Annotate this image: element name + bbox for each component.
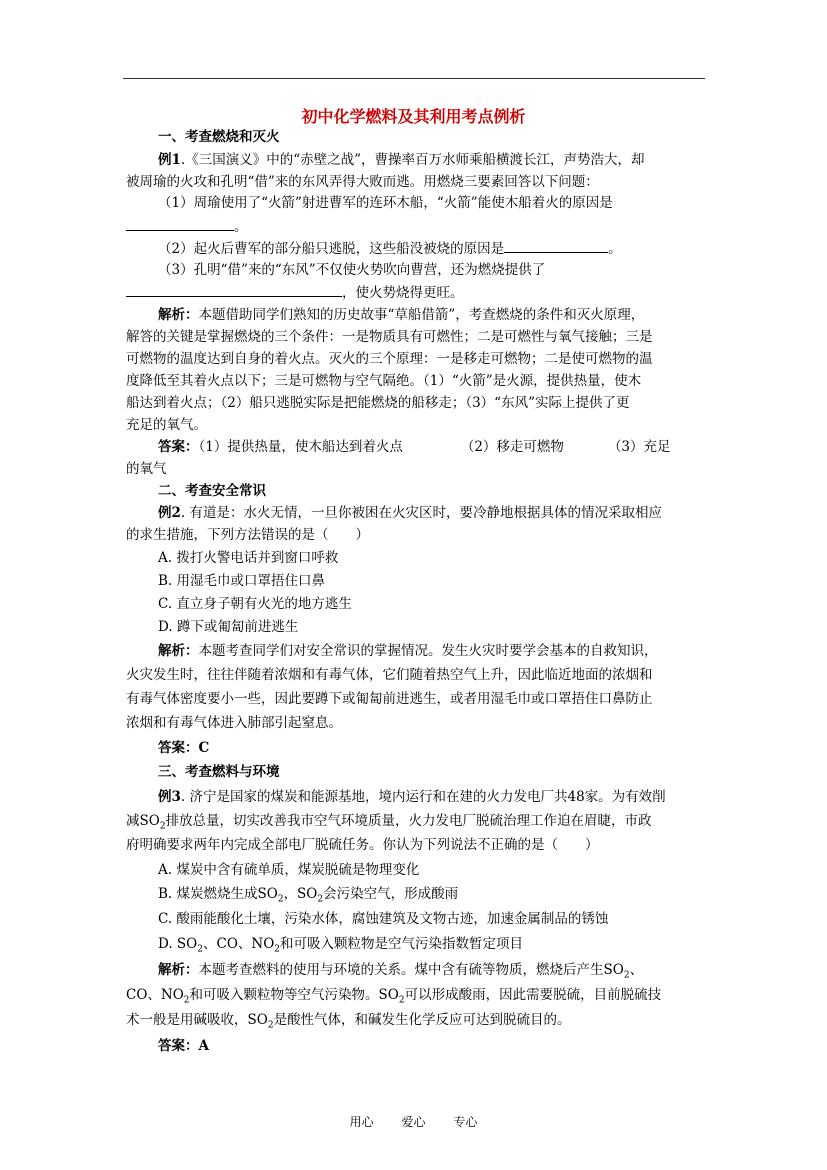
section1-analysis-line2: 解答的关键是掌握燃烧的三个条件：一是物质具有可燃性；二是可燃性与氧气接触；三是 xyxy=(126,329,653,345)
section1-question2: （2）起火后曹军的部分船只逃脱，这些船没被烧的原因是 。 xyxy=(158,241,622,257)
section1-answer-line1: 答案：（1）提供热量，使木船达到着火点 （2）移走可燃物 （3）充足 xyxy=(158,439,671,455)
section2-option-b: B. 用湿毛巾或口罩捂住口鼻 xyxy=(158,573,326,589)
section3-analysis-line3: 术一般是用碱吸收，$SO_2$是酸性气体，和碱发生化学反应可达到脱硫目的。 xyxy=(126,1012,571,1031)
section2-analysis-line2: 火灾发生时，往往伴随着浓烟和有毒气体，它们随着热空气上升，因此临近地面的浓烟和 xyxy=(126,667,653,683)
section3-analysis-line1: 解析：本题考查燃料的使用与环境的关系。煤中含有硫等物质，燃烧后产生$SO_2$、 xyxy=(158,962,644,981)
section3-example-line3: 府明确要求两年内完成全部电厂脱硫任务。你认为下列说法不正确的是（ ） xyxy=(126,837,599,853)
section3-example-line1: 例3. 济宁是国家的煤炭和能源基地，境内运行和在建的火力发电厂共48家。为有效削 xyxy=(158,789,666,805)
section3-option-a: A. 煤炭中含有硫单质，煤炭脱硫是物理变化 xyxy=(158,862,420,878)
section1-analysis-line3: 可燃物的温度达到自身的着火点。灭火的三个原理：一是移走可燃物；二是使可燃物的温 xyxy=(126,351,653,367)
section1-heading: 一、考查燃烧和灭火 xyxy=(158,129,280,145)
section1-question1-blank: 。 xyxy=(126,217,701,236)
section2-answer: 答案：C xyxy=(158,740,210,756)
section1-question3: （3）孔明“借”来的“东风”不仅使火势吹向曹营，还为燃烧提供了 xyxy=(158,262,546,278)
section1-analysis-line4: 度降低至其着火点以下；三是可燃物与空气隔绝。（1）“火箭”是火源，提供热量，使木 xyxy=(126,373,642,389)
section3-heading: 三、考查燃料与环境 xyxy=(158,764,280,780)
section1-analysis-line6: 充足的氧气。 xyxy=(126,417,207,433)
section2-analysis-line4: 浓烟和有毒气体进入肺部引起窒息。 xyxy=(126,715,342,731)
section2-analysis-line3: 有毒气体密度要小一些，因此要蹲下或匍匐前进逃生，或者用湿毛巾或口罩捂住口鼻防止 xyxy=(126,691,653,707)
section2-option-d: D. 蹲下或匍匐前进逃生 xyxy=(158,619,299,635)
section3-option-b: B. 煤炭燃烧生成$SO_2$，$SO_2$会污染空气，形成酸雨 xyxy=(158,886,459,905)
section2-option-c: C. 直立身子朝有火光的地方逃生 xyxy=(158,596,352,612)
section3-option-d: D. $SO_2$、CO、$NO_2$和可吸入颗粒物是空气污染指数暂定项目 xyxy=(158,936,523,955)
page-title: 初中化学燃料及其利用考点例析 xyxy=(301,107,526,126)
section1-analysis-line1: 解析：本题借助同学们熟知的历史故事“草船借箭”，考查燃烧的条件和灭火原理， xyxy=(158,307,645,323)
section3-example-line2: 减$SO_2$排放总量，切实改善我市空气环境质量，火力发电厂脱硫治理工作迫在眉睫，市政 xyxy=(126,813,652,832)
section2-example-line1: 例2. 有道是：水火无情，一旦你被困在火灾区时，要冷静地根据具体的情况采取相应 xyxy=(158,505,662,521)
footer-text-2: 爱心 xyxy=(401,1115,426,1129)
section1-answer-line2: 的氧气 xyxy=(126,461,167,477)
footer-text-3: 专心 xyxy=(453,1115,478,1129)
header-rule xyxy=(123,78,705,79)
page-footer xyxy=(0,1113,827,1130)
section2-heading: 二、考查安全常识 xyxy=(158,483,266,499)
section3-option-c: C. 酸雨能酸化土壤，污染水体，腐蚀建筑及文物古迹，加速金属制品的锈蚀 xyxy=(158,911,609,927)
section1-question1: （1）周瑜使用了“火箭”射进曹军的连环木船，“火箭”能使木船着火的原因是 xyxy=(158,195,613,211)
footer-text-1: 用心 xyxy=(349,1115,374,1129)
section2-option-a: A. 拨打火警电话并到窗口呼救 xyxy=(158,550,339,566)
section2-analysis-line1: 解析：本题考查同学们对安全常识的掌握情况。发生火灾时要学会基本的自救知识， xyxy=(158,643,658,659)
section1-example-line2: 被周瑜的火攻和孔明“借”来的东风弄得大败而逃。用燃烧三要素回答以下问题： xyxy=(126,174,599,190)
section3-analysis-line2: CO、$NO_2$和可吸入颗粒物等空气污染物。$SO_2$可以形成酸雨，因此需要脱硫，目前脱硫技 xyxy=(126,987,662,1006)
section1-example-line1: 例1.《三国演义》中的“赤壁之战”，曹操率百万水师乘船横渡长江，声势浩大，却 xyxy=(158,152,645,168)
section1-analysis-line5: 船达到着火点；（2）船只逃脱实际是把能燃烧的船移走；（3）“东风”实际上提供了更 xyxy=(126,395,630,411)
section3-answer: 答案：A xyxy=(158,1038,209,1054)
section2-example-line2: 的求生措施，下列方法错误的是（ ） xyxy=(126,527,369,543)
section1-question3-blank: ，使火势烧得更旺。 xyxy=(126,283,701,302)
